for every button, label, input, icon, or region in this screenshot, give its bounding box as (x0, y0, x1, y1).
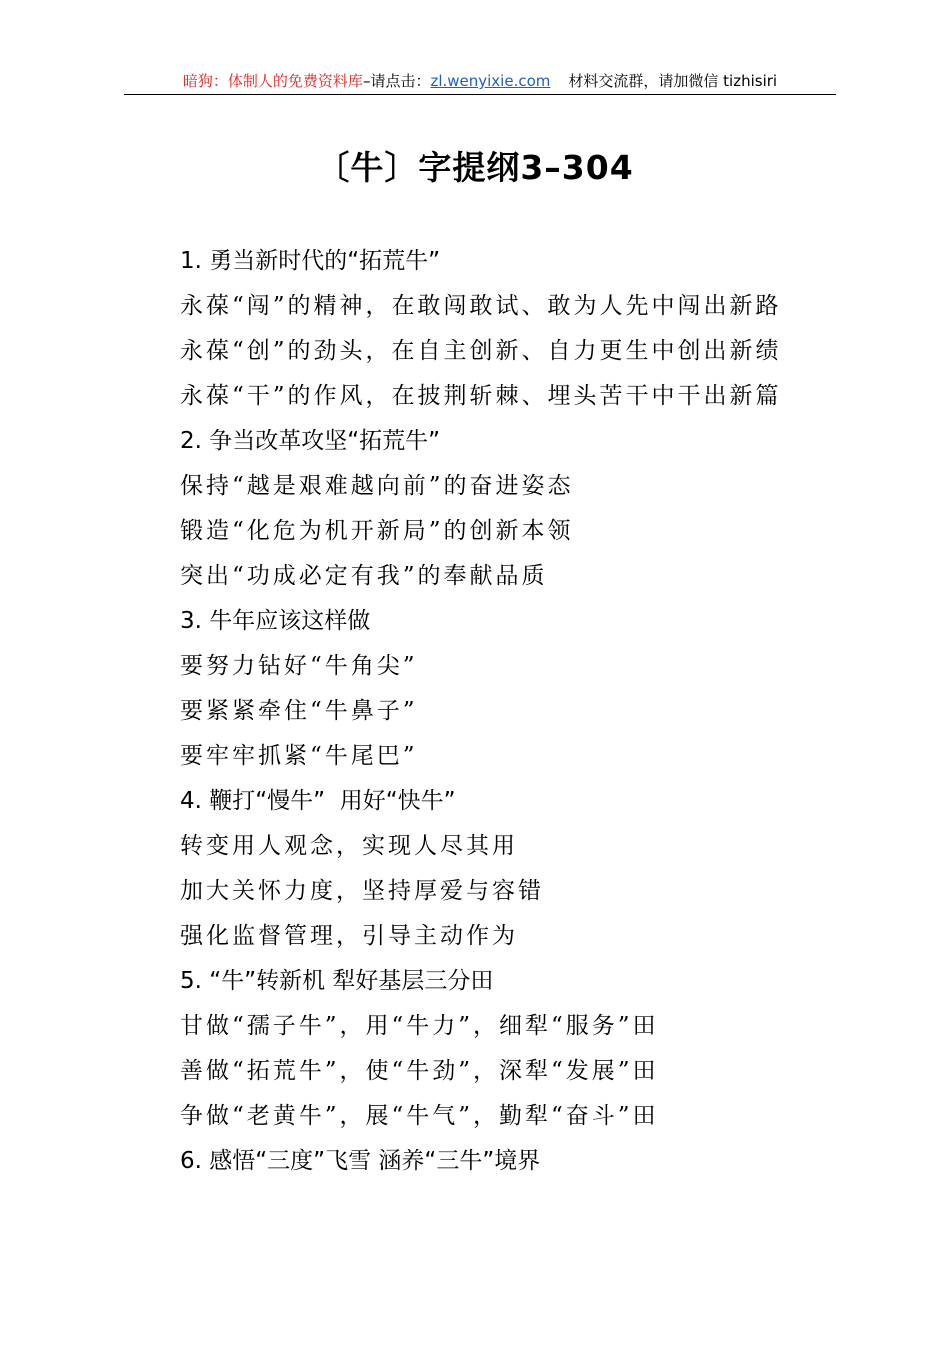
outline-item: 永葆“干”的作风，在披荆斩棘、埋头苦干中干出新篇 (180, 383, 782, 409)
section-heading: 3. 牛年应该这样做 (180, 608, 371, 634)
outline-item: 永葆“闯”的精神，在敢闯敢试、敢为人先中闯出新路 (180, 293, 782, 319)
outline-item: 甘做“孺子牛”，用“牛力”，细犁“服务”田 (180, 1013, 659, 1039)
outline-item: 转变用人观念，实现人尽其用 (180, 833, 518, 859)
outline-content (180, 239, 840, 1184)
header-wechat: 材料交流群，请加微信 tizhisiri (568, 72, 778, 90)
page-header (124, 68, 836, 94)
section-heading: 6. 感悟“三度”飞雪 涵养“三牛”境界 (180, 1148, 541, 1174)
outline-item: 善做“拓荒牛”，使“牛劲”，深犁“发展”田 (180, 1058, 659, 1084)
outline-item: 要紧紧牵住“牛鼻子” (180, 698, 418, 724)
outline-item: 要努力钻好“牛角尖” (180, 653, 418, 679)
header-brand: 暗狗：体制人的免费资料库 (182, 72, 363, 90)
outline-item: 加大关怀力度，坚持厚爱与容错 (180, 878, 544, 904)
header-divider (124, 94, 836, 95)
outline-item: 保持“越是艰难越向前”的奋进姿态 (180, 473, 574, 499)
outline-item: 争做“老黄牛”，展“牛气”，勤犁“奋斗”田 (180, 1103, 659, 1129)
outline-item: 要牢牢抓紧“牛尾巴” (180, 743, 418, 769)
header-link[interactable]: zl.wenyixie.com (430, 72, 551, 90)
section-heading: 5. “牛”转新机 犁好基层三分田 (180, 968, 494, 994)
section-heading: 1. 勇当新时代的“拓荒牛” (180, 248, 441, 274)
outline-item: 永葆“创”的劲头，在自主创新、自力更生中创出新绩 (180, 338, 782, 364)
outline-item: 锻造“化危为机开新局”的创新本领 (180, 518, 574, 544)
section-heading: 4. 鞭打“慢牛” 用好“快牛” (180, 788, 456, 814)
section-heading: 2. 争当改革攻坚“拓荒牛” (180, 428, 441, 454)
header-separator: –请点击： (362, 72, 431, 90)
outline-item: 强化监督管理，引导主动作为 (180, 923, 518, 949)
outline-item: 突出“功成必定有我”的奉献品质 (180, 563, 548, 589)
page-title: 〔牛〕字提纲3–304 (316, 148, 634, 187)
